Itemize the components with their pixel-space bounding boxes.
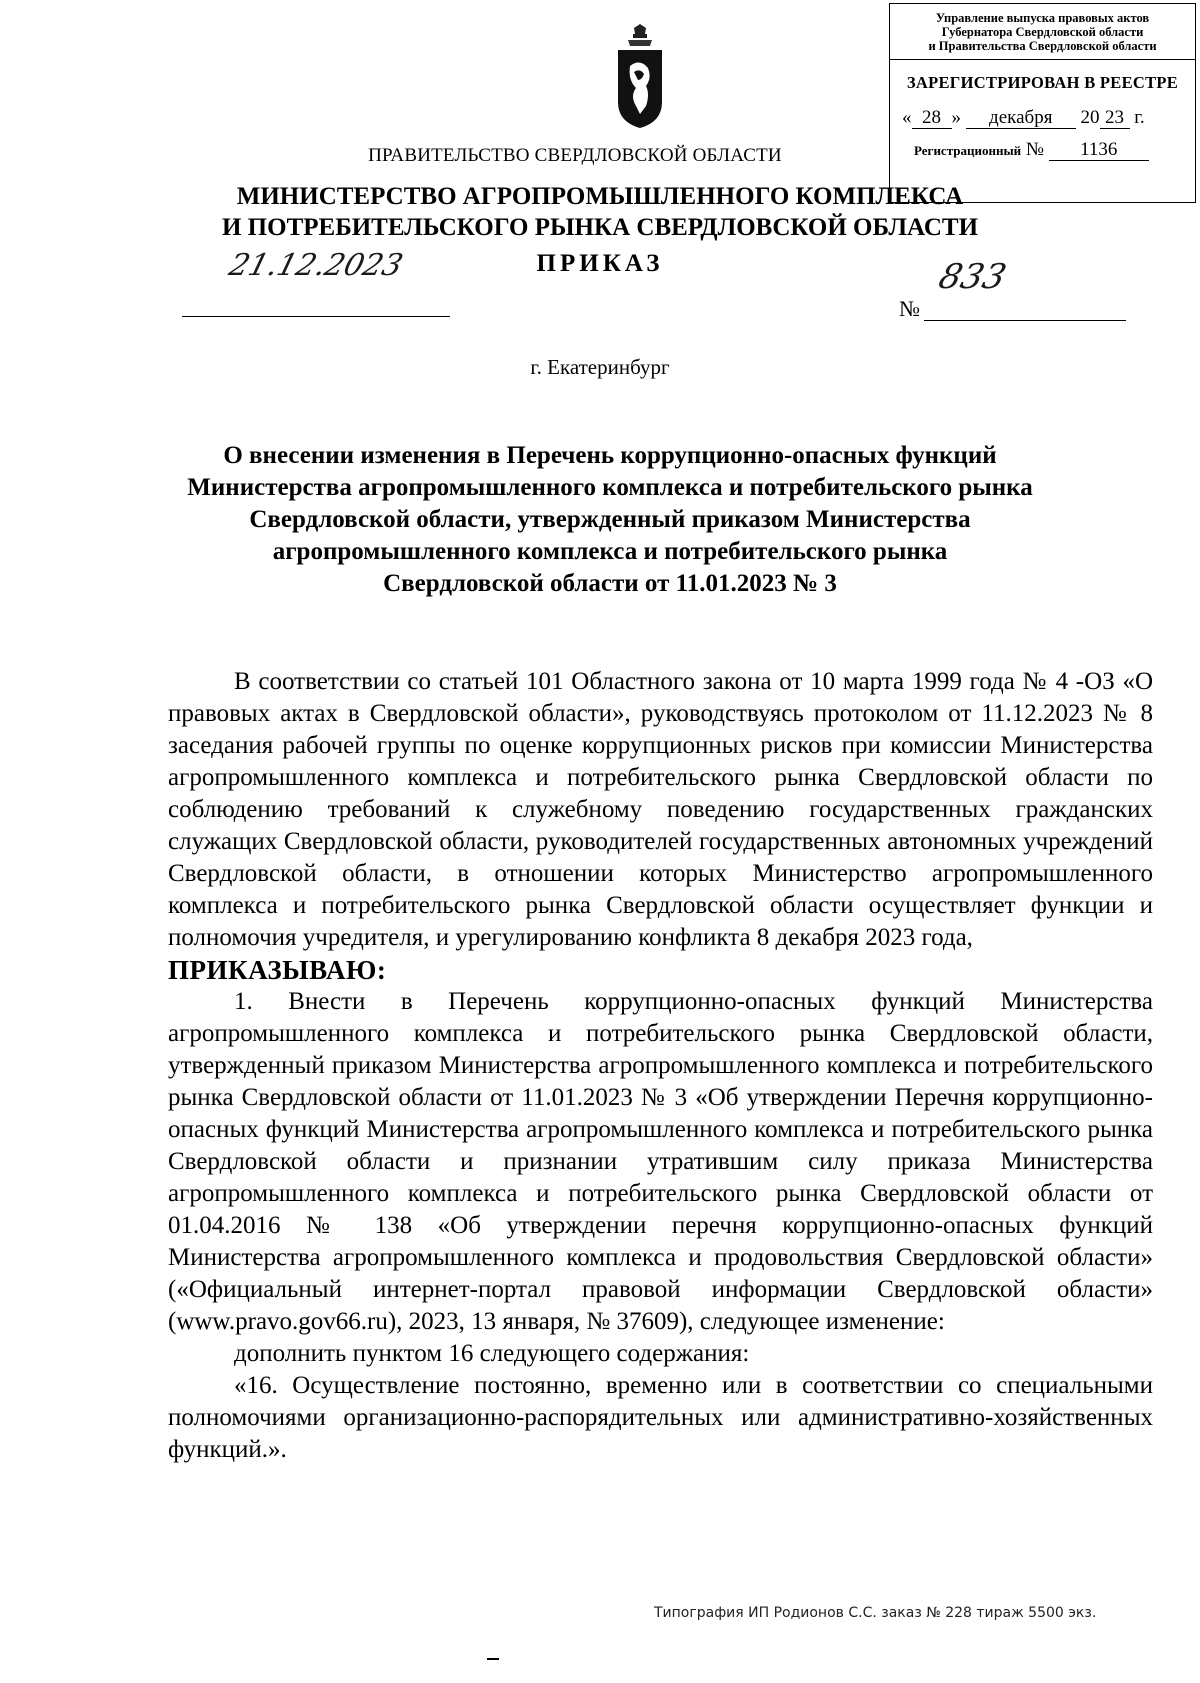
stamp-number-sign: № — [1025, 139, 1044, 160]
ministry-name-line-2: И ПОТРЕБИТЕЛЬСКОГО РЫНКА СВЕРДЛОВСКОЙ ОБЛАСТИ — [221, 214, 979, 241]
order-number-label: № — [899, 296, 920, 321]
number-underline — [924, 320, 1126, 321]
item-16-paragraph: «16. Осуществление постоянно, временно или в соответствии со специальными полномочиями организационно-распорядительных или административно-хозяйственных функций.». — [168, 1372, 1153, 1463]
supplement-paragraph: дополнить пунктом 16 следующего содержания: — [234, 1340, 750, 1367]
stamp-org-line-1: Управление выпуска правовых актов — [935, 11, 1150, 25]
ministry-name-line-1: МИНИСТЕРСТВО АГРОПРОМЫШЛЕННОГО КОМПЛЕКСА — [236, 183, 964, 210]
order-directive: ПРИКАЗЫВАЮ: — [168, 955, 387, 985]
coat-of-arms-emblem — [612, 22, 668, 132]
stamp-year-prefix: 20 — [1080, 107, 1100, 128]
title-line-5: Свердловской области от 11.01.2023 № 3 — [383, 570, 837, 597]
item-1-paragraph: 1. Внести в Перечень коррупционно-опасных функций Министерства агропромышленного комплекса и потребительского рынка Свердловской области, утвержденный приказом Министерства агропромышленного комплекса и потребительского рынка Свердловской области от 11.01.2023 № 3 «Об утверждении Перечня коррупционно-опасных функций Министерства агропромышленного комплекса и потребительского рынка Свердловской области и признании утратившим силу приказа Министерства агропромышленного комплекса и потребительского рынка Свердловской области от 01.04.2016 № 138 «Об утверждении перечня коррупционно-опасных функций Министерства агропромышленного комплекса и продовольствия Свердловской области» («Официальный интернет-портал правовой информации Свердловской области» (www.pravo.gov66.ru), 2023, 13 января, № 37609), следующее изменение: — [168, 988, 1153, 1335]
page-dash — [487, 1658, 499, 1660]
stamp-org-line-2: Губернатора Свердловской области — [941, 25, 1144, 39]
title-line-3: Свердловской области, утвержденный приказом Министерства — [249, 506, 971, 533]
stamp-year-unit: г. — [1134, 107, 1145, 128]
stamp-month: декабря — [966, 108, 1076, 129]
date-underline — [182, 316, 450, 317]
stamp-day: 28 — [912, 108, 952, 129]
preamble-paragraph: В соответствии со статьей 101 Областного закона от 10 марта 1999 года № 4 -ОЗ «О правовых актах в Свердловской области», руководствуясь протоколом от 11.12.2023 № 8 заседания рабочей группы по оценке коррупционных рисков при комиссии Министерства агропромышленного комплекса и потребительского рынка Свердловской области по соблюдению требований к служебному поведению государственных гражданских служащих Свердловской области, руководителей государственных автономных учреждений Свердловской области, в отношении которых Министерство агропромышленного комплекса и потребительского рынка Свердловской области осуществляет функции и полномочия учредителя, и урегулированию конфликта 8 декабря 2023 года, — [168, 668, 1153, 951]
document-title — [150, 440, 1070, 600]
registration-stamp — [889, 3, 1196, 203]
stamp-reg-number: 1136 — [1049, 140, 1149, 161]
stamp-reg-label: Регистрационный — [914, 143, 1022, 158]
handwritten-date: 21.12.2023 — [225, 248, 407, 283]
stamp-registered-label: ЗАРЕГИСТРИРОВАН В РЕЕСТРЕ — [906, 73, 1179, 92]
stamp-org-line-3: и Правительства Свердловской области — [928, 39, 1157, 53]
stamp-year-suffix: 23 — [1100, 108, 1130, 129]
stamp-date — [890, 107, 1195, 129]
stamp-organization — [890, 4, 1195, 60]
government-name: ПРАВИТЕЛЬСТВО СВЕРДЛОВСКОЙ ОБЛАСТИ — [368, 145, 782, 166]
title-line-4: агропромышленного комплекса и потребительского рынка — [272, 538, 948, 565]
title-line-1: О внесении изменения в Перечень коррупционно-опасных функций — [223, 442, 997, 469]
city: г. Екатеринбург — [530, 355, 670, 379]
document-type: ПРИКАЗ — [536, 250, 664, 277]
handwritten-order-number: 833 — [934, 257, 1011, 297]
stamp-quote-close: » — [951, 107, 961, 128]
stamp-quote-open: « — [902, 107, 912, 128]
stamp-registration-number — [890, 139, 1195, 161]
printer-footer: Типография ИП Родионов С.С. заказ № 228 тираж 5500 экз. — [654, 1605, 1097, 1621]
title-line-2: Министерства агропромышленного комплекса и потребительского рынка — [187, 474, 1033, 501]
document-body — [168, 666, 1153, 1466]
